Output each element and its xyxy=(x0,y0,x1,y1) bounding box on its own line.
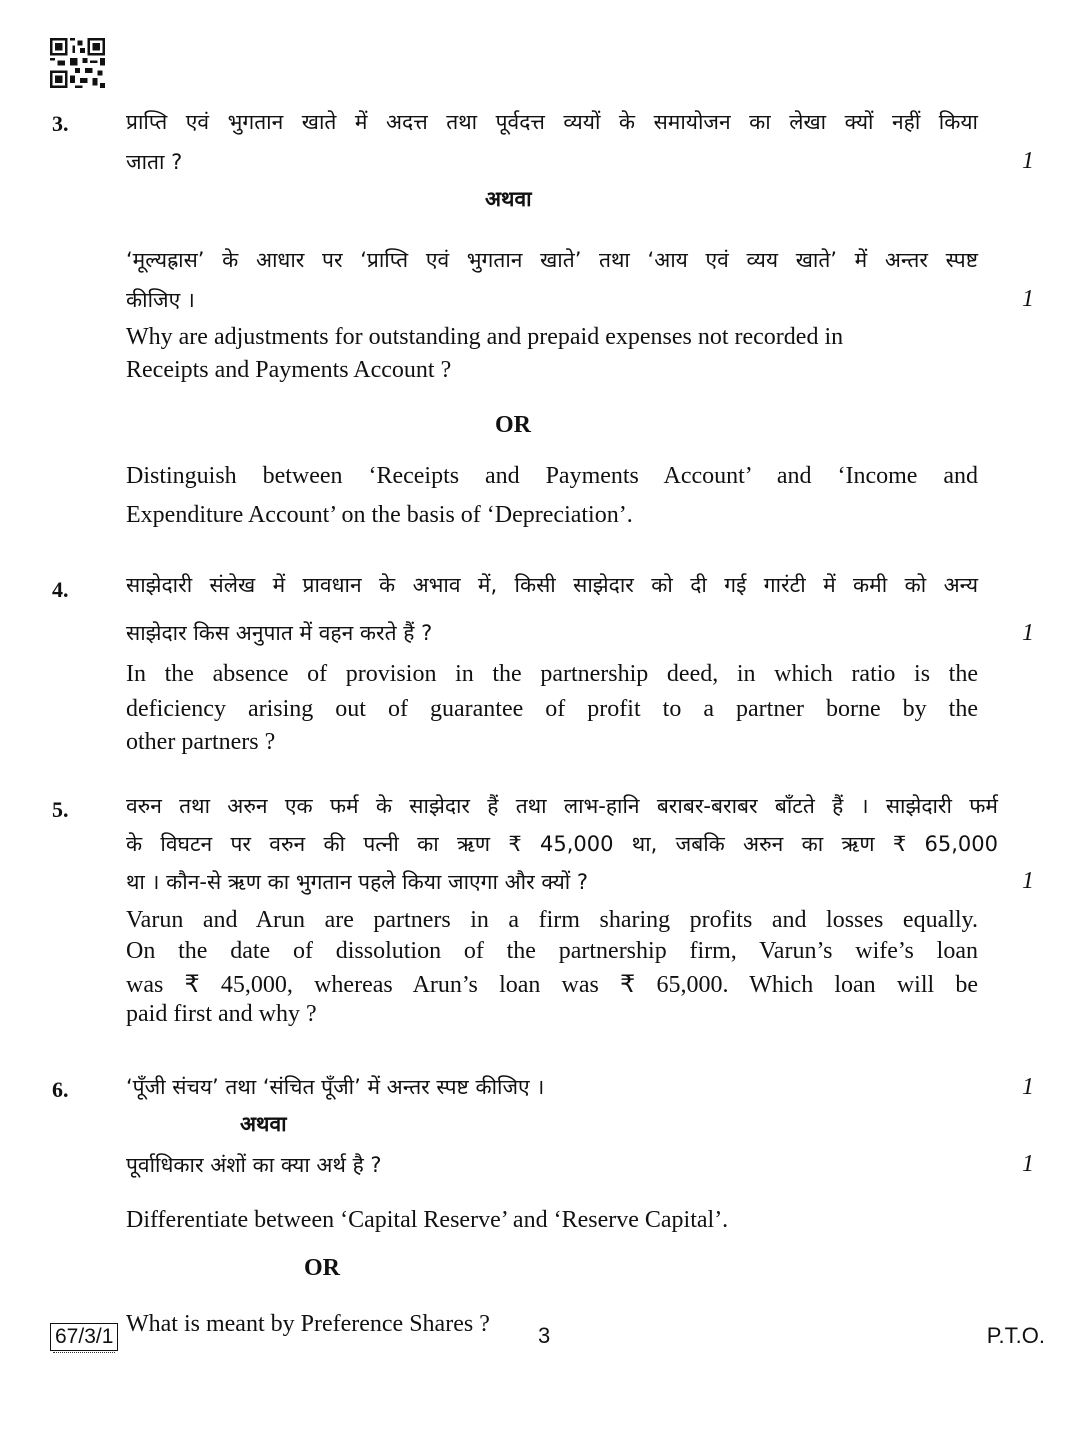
paper-code: 67/3/1 xyxy=(50,1323,118,1351)
question-6-alt-hindi-line-1: पूर्वाधिकार अंशों का क्या अर्थ है ? xyxy=(126,1153,382,1177)
marks: 1 xyxy=(1022,1151,1034,1177)
question-4-english-line-1: In the absence of provision in the partnership deed, in which ratio is the xyxy=(126,661,978,687)
page-number: 3 xyxy=(538,1323,551,1348)
question-3-alt-english-line-1: Distinguish between ‘Receipts and Payments Account’ and ‘Income and xyxy=(126,463,978,489)
or-english: OR xyxy=(495,412,531,438)
question-4-hindi-line-1: साझेदारी संलेख में प्रावधान के अभाव में, किसी साझेदार को दी गई गारंटी में कमी को अन्य xyxy=(126,573,978,597)
question-4-hindi-line-2: साझेदार किस अनुपात में वहन करते हैं ? xyxy=(126,621,433,645)
please-turn-over: P.T.O. xyxy=(986,1323,1045,1348)
question-number: 3. xyxy=(52,111,69,136)
question-number: 6. xyxy=(52,1077,69,1102)
question-4-english-line-3: other partners ? xyxy=(126,729,276,755)
question-5-hindi-line-2: के विघटन पर वरुन की पत्नी का ऋण ₹ 45,000 था, जबकि अरुन का ऋण ₹ 65,000 xyxy=(126,832,998,856)
qr-code xyxy=(50,38,105,88)
marks: 1 xyxy=(1022,1074,1034,1100)
question-6-alt-english-line-1: What is meant by Preference Shares ? xyxy=(126,1311,490,1337)
question-3-alt-english-line-2: Expenditure Account’ on the basis of ‘Depreciation’. xyxy=(126,502,633,528)
marks: 1 xyxy=(1022,148,1034,174)
question-5-hindi-line-3: था । कौन-से ऋण का भुगतान पहले किया जाएगा और क्यों ? xyxy=(126,870,589,894)
marks: 1 xyxy=(1022,620,1034,646)
marks: 1 xyxy=(1022,286,1034,312)
question-5-english-line-4: paid first and why ? xyxy=(126,1001,317,1027)
question-5-hindi-line-1: वरुन तथा अरुन एक फर्म के साझेदार हैं तथा लाभ-हानि बराबर-बराबर बाँटते हैं । साझेदारी फर्म xyxy=(126,794,998,818)
question-3-english-line-2: Receipts and Payments Account ? xyxy=(126,357,452,383)
question-4-english-line-2: deficiency arising out of guarantee of profit to a partner borne by the xyxy=(126,696,978,722)
marks: 1 xyxy=(1022,868,1034,894)
question-5-english-line-3: was ₹ 45,000, whereas Arun’s loan was ₹ 65,000. Which loan will be xyxy=(126,972,978,998)
question-3-alt-hindi-line-2: कीजिए । xyxy=(126,288,195,312)
question-3-english-line-1: Why are adjustments for outstanding and prepaid expenses not recorded in xyxy=(126,324,844,350)
question-6-english-line-1: Differentiate between ‘Capital Reserve’ and ‘Reserve Capital’. xyxy=(126,1207,729,1233)
question-number: 5. xyxy=(52,797,69,822)
question-3-hindi-line-2: जाता ? xyxy=(126,150,183,174)
or-hindi: अथवा xyxy=(485,187,532,211)
or-hindi: अथवा xyxy=(240,1112,287,1136)
question-5-english-line-2: On the date of dissolution of the partnership firm, Varun’s wife’s loan xyxy=(126,938,978,964)
or-english: OR xyxy=(304,1255,340,1281)
question-3-hindi-line-1: प्राप्ति एवं भुगतान खाते में अदत्त तथा पूर्वदत्त व्ययों के समायोजन का लेखा क्यों नहीं किया xyxy=(126,110,978,134)
question-3-alt-hindi-line-1: ‘मूल्यह्रास’ के आधार पर ‘प्राप्ति एवं भुगतान खाते’ तथा ‘आय एवं व्यय खाते’ में अन्तर स्पष्ट xyxy=(126,248,978,272)
question-number: 4. xyxy=(52,577,69,602)
question-5-english-line-1: Varun and Arun are partners in a firm sharing profits and losses equally. xyxy=(126,907,978,933)
question-6-hindi-line-1: ‘पूँजी संचय’ तथा ‘संचित पूँजी’ में अन्तर स्पष्ट कीजिए । xyxy=(126,1075,545,1099)
